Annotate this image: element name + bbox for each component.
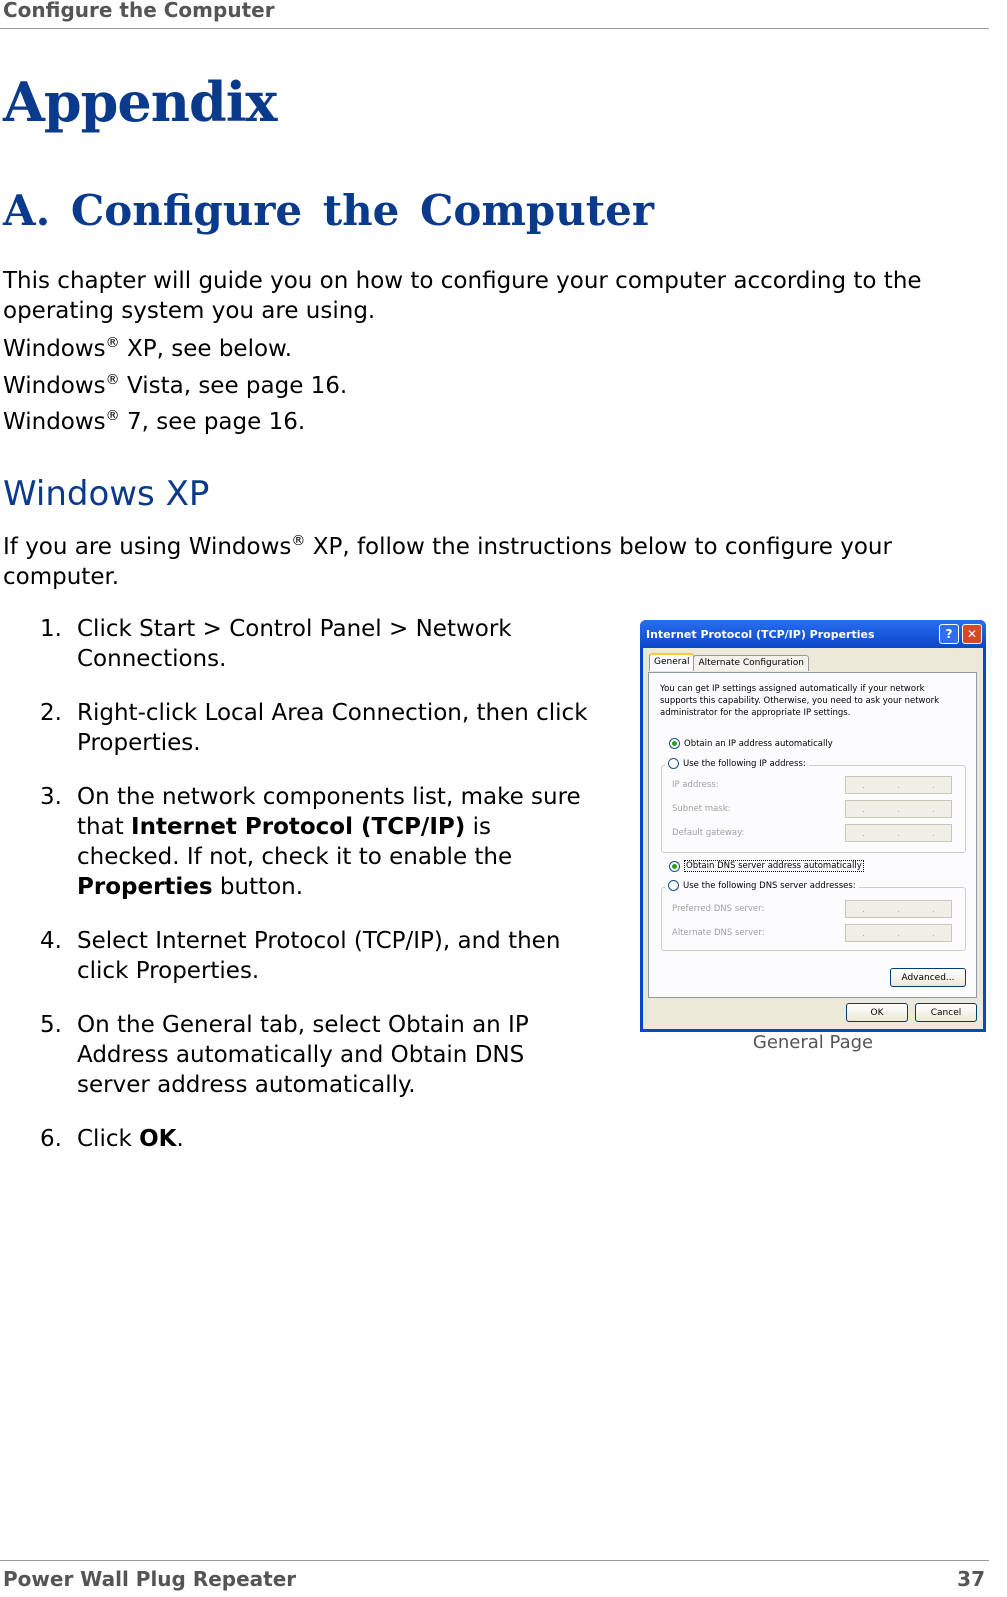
chapter-title: A. Configure the Computer: [3, 186, 655, 235]
ip-dot: .: [932, 904, 935, 914]
field-label: Preferred DNS server:: [672, 904, 765, 914]
dialog-titlebar: [640, 620, 986, 648]
radio-obtain-dns[interactable]: [669, 860, 864, 872]
intro-paragraph: This chapter will guide you on how to configure your computer according to the operating system you are using.: [3, 268, 922, 324]
step-text-part: On the network components list, make sure that: [77, 784, 581, 840]
figure-caption: General Page: [752, 1032, 874, 1053]
subnet-mask-input[interactable]: [845, 800, 952, 818]
section-intro-text: XP, follow the instructions below to configure your computer.: [3, 534, 892, 590]
step-3: [40, 782, 600, 902]
step-number: 4.: [40, 928, 62, 954]
os-line-win7: [3, 407, 305, 437]
os-note: XP, see below.: [119, 336, 293, 362]
step-1: [40, 614, 600, 674]
step-number: 2.: [40, 700, 62, 726]
step-text: Select Internet Protocol (TCP/IP), and then click Properties.: [77, 928, 561, 984]
ip-groupbox: [661, 765, 966, 853]
step-number: 3.: [40, 784, 62, 810]
field-preferred-dns: [672, 900, 952, 918]
ui-term: Properties: [77, 874, 213, 900]
dialog-client: [643, 648, 983, 1029]
step-2: [40, 698, 600, 758]
field-label: IP address:: [672, 780, 719, 790]
radio-selected-icon: [669, 861, 680, 872]
radio-label: Obtain an IP address automatically: [684, 738, 833, 749]
ip-address-input[interactable]: [845, 776, 952, 794]
ip-dot: .: [862, 804, 865, 814]
step-text: [77, 1124, 600, 1154]
ok-button[interactable]: OK: [846, 1003, 908, 1022]
ip-dot: .: [897, 828, 900, 838]
section-title: Windows XP: [3, 474, 210, 514]
radio-use-ip[interactable]: [665, 758, 809, 769]
dialog-title: Internet Protocol (TCP/IP) Properties: [646, 627, 875, 641]
step-text: On the General tab, select Obtain an IP Address automatically and Obtain DNS server address automatically.: [77, 1012, 529, 1098]
section-intro-text: If you are using Windows: [3, 534, 292, 560]
ip-dot: .: [932, 780, 935, 790]
os-line-vista: [3, 371, 347, 401]
preferred-dns-input[interactable]: [845, 900, 952, 918]
ip-dot: .: [932, 804, 935, 814]
os-name: Windows: [3, 336, 106, 362]
os-line-xp: [3, 334, 292, 364]
ui-term: OK: [139, 1126, 177, 1152]
step-text: Right-click Local Area Connection, then click Properties.: [77, 700, 588, 756]
running-header: Configure the Computer: [3, 0, 275, 22]
radio-unselected-icon: [668, 880, 679, 891]
step-text-part: button.: [212, 874, 304, 900]
default-gateway-input[interactable]: [845, 824, 952, 842]
radio-selected-icon: [669, 738, 680, 749]
steps-list: [40, 614, 600, 1178]
field-default-gateway: [672, 824, 952, 842]
tab-alternate-configuration[interactable]: Alternate Configuration: [693, 655, 808, 671]
ip-dot: .: [932, 928, 935, 938]
page-number: 37: [957, 1567, 985, 1591]
step-number: 6.: [40, 1126, 62, 1152]
os-name: Windows: [3, 409, 106, 435]
help-icon[interactable]: ?: [939, 624, 959, 644]
registered-mark: ®: [105, 372, 120, 388]
tab-general[interactable]: General: [649, 653, 694, 671]
step-text-part: is checked. If not, check it to enable the: [77, 814, 513, 870]
ip-dot: .: [897, 928, 900, 938]
radio-unselected-icon: [668, 758, 679, 769]
dns-groupbox: [661, 887, 966, 951]
os-name: Windows: [3, 373, 106, 399]
field-label: Default gateway:: [672, 828, 745, 838]
panel-description: You can get IP settings assigned automatically if your network supports this capability. Otherwise, you need to ask your network administrator for the appropriate IP settings.: [660, 684, 940, 718]
section-intro: [3, 532, 953, 592]
radio-label: Obtain DNS server address automatically: [686, 861, 862, 871]
registered-mark: ®: [105, 408, 120, 424]
field-alternate-dns: [672, 924, 952, 942]
ip-dot: .: [897, 904, 900, 914]
ip-dot: .: [862, 928, 865, 938]
radio-obtain-ip[interactable]: [669, 738, 833, 749]
advanced-button[interactable]: Advanced...: [890, 968, 966, 987]
step-text: [77, 782, 600, 902]
header-rule: [0, 28, 989, 29]
ui-term: Internet Protocol (TCP/IP): [131, 814, 466, 840]
field-label: Subnet mask:: [672, 804, 731, 814]
radio-label: Use the following DNS server addresses:: [683, 880, 856, 891]
step-number: 1.: [40, 616, 62, 642]
step-6: [40, 1124, 600, 1154]
step-4: [40, 926, 600, 986]
cancel-button[interactable]: Cancel: [915, 1003, 977, 1022]
alternate-dns-input[interactable]: [845, 924, 952, 942]
general-tab-panel: [648, 672, 977, 998]
ip-dot: .: [932, 828, 935, 838]
step-number: 5.: [40, 1012, 62, 1038]
field-ip-address: [672, 776, 952, 794]
dialog-tabs: [649, 655, 808, 671]
ip-dot: .: [862, 904, 865, 914]
registered-mark: ®: [105, 335, 120, 351]
step-text-part: Click: [77, 1126, 140, 1152]
running-footer: [3, 1567, 985, 1591]
radio-label: Use the following IP address:: [683, 758, 806, 769]
tcpip-properties-dialog: [640, 620, 986, 1032]
appendix-title: Appendix: [3, 70, 277, 134]
close-icon[interactable]: ✕: [962, 624, 982, 644]
radio-use-dns[interactable]: [665, 880, 859, 891]
footer-rule: [0, 1560, 989, 1561]
step-5: [40, 1010, 600, 1100]
registered-mark: ®: [291, 533, 306, 549]
step-text: Click Start > Control Panel > Network Connections.: [77, 616, 512, 672]
field-label: Alternate DNS server:: [672, 928, 765, 938]
os-note: 7, see page 16.: [119, 409, 306, 435]
ip-dot: .: [897, 804, 900, 814]
step-text-part: .: [176, 1126, 184, 1152]
ip-dot: .: [862, 780, 865, 790]
footer-product: Power Wall Plug Repeater: [3, 1567, 297, 1591]
ip-dot: .: [897, 780, 900, 790]
ip-dot: .: [862, 828, 865, 838]
titlebar-buttons: [939, 624, 982, 644]
field-subnet-mask: [672, 800, 952, 818]
os-note: Vista, see page 16.: [119, 373, 348, 399]
